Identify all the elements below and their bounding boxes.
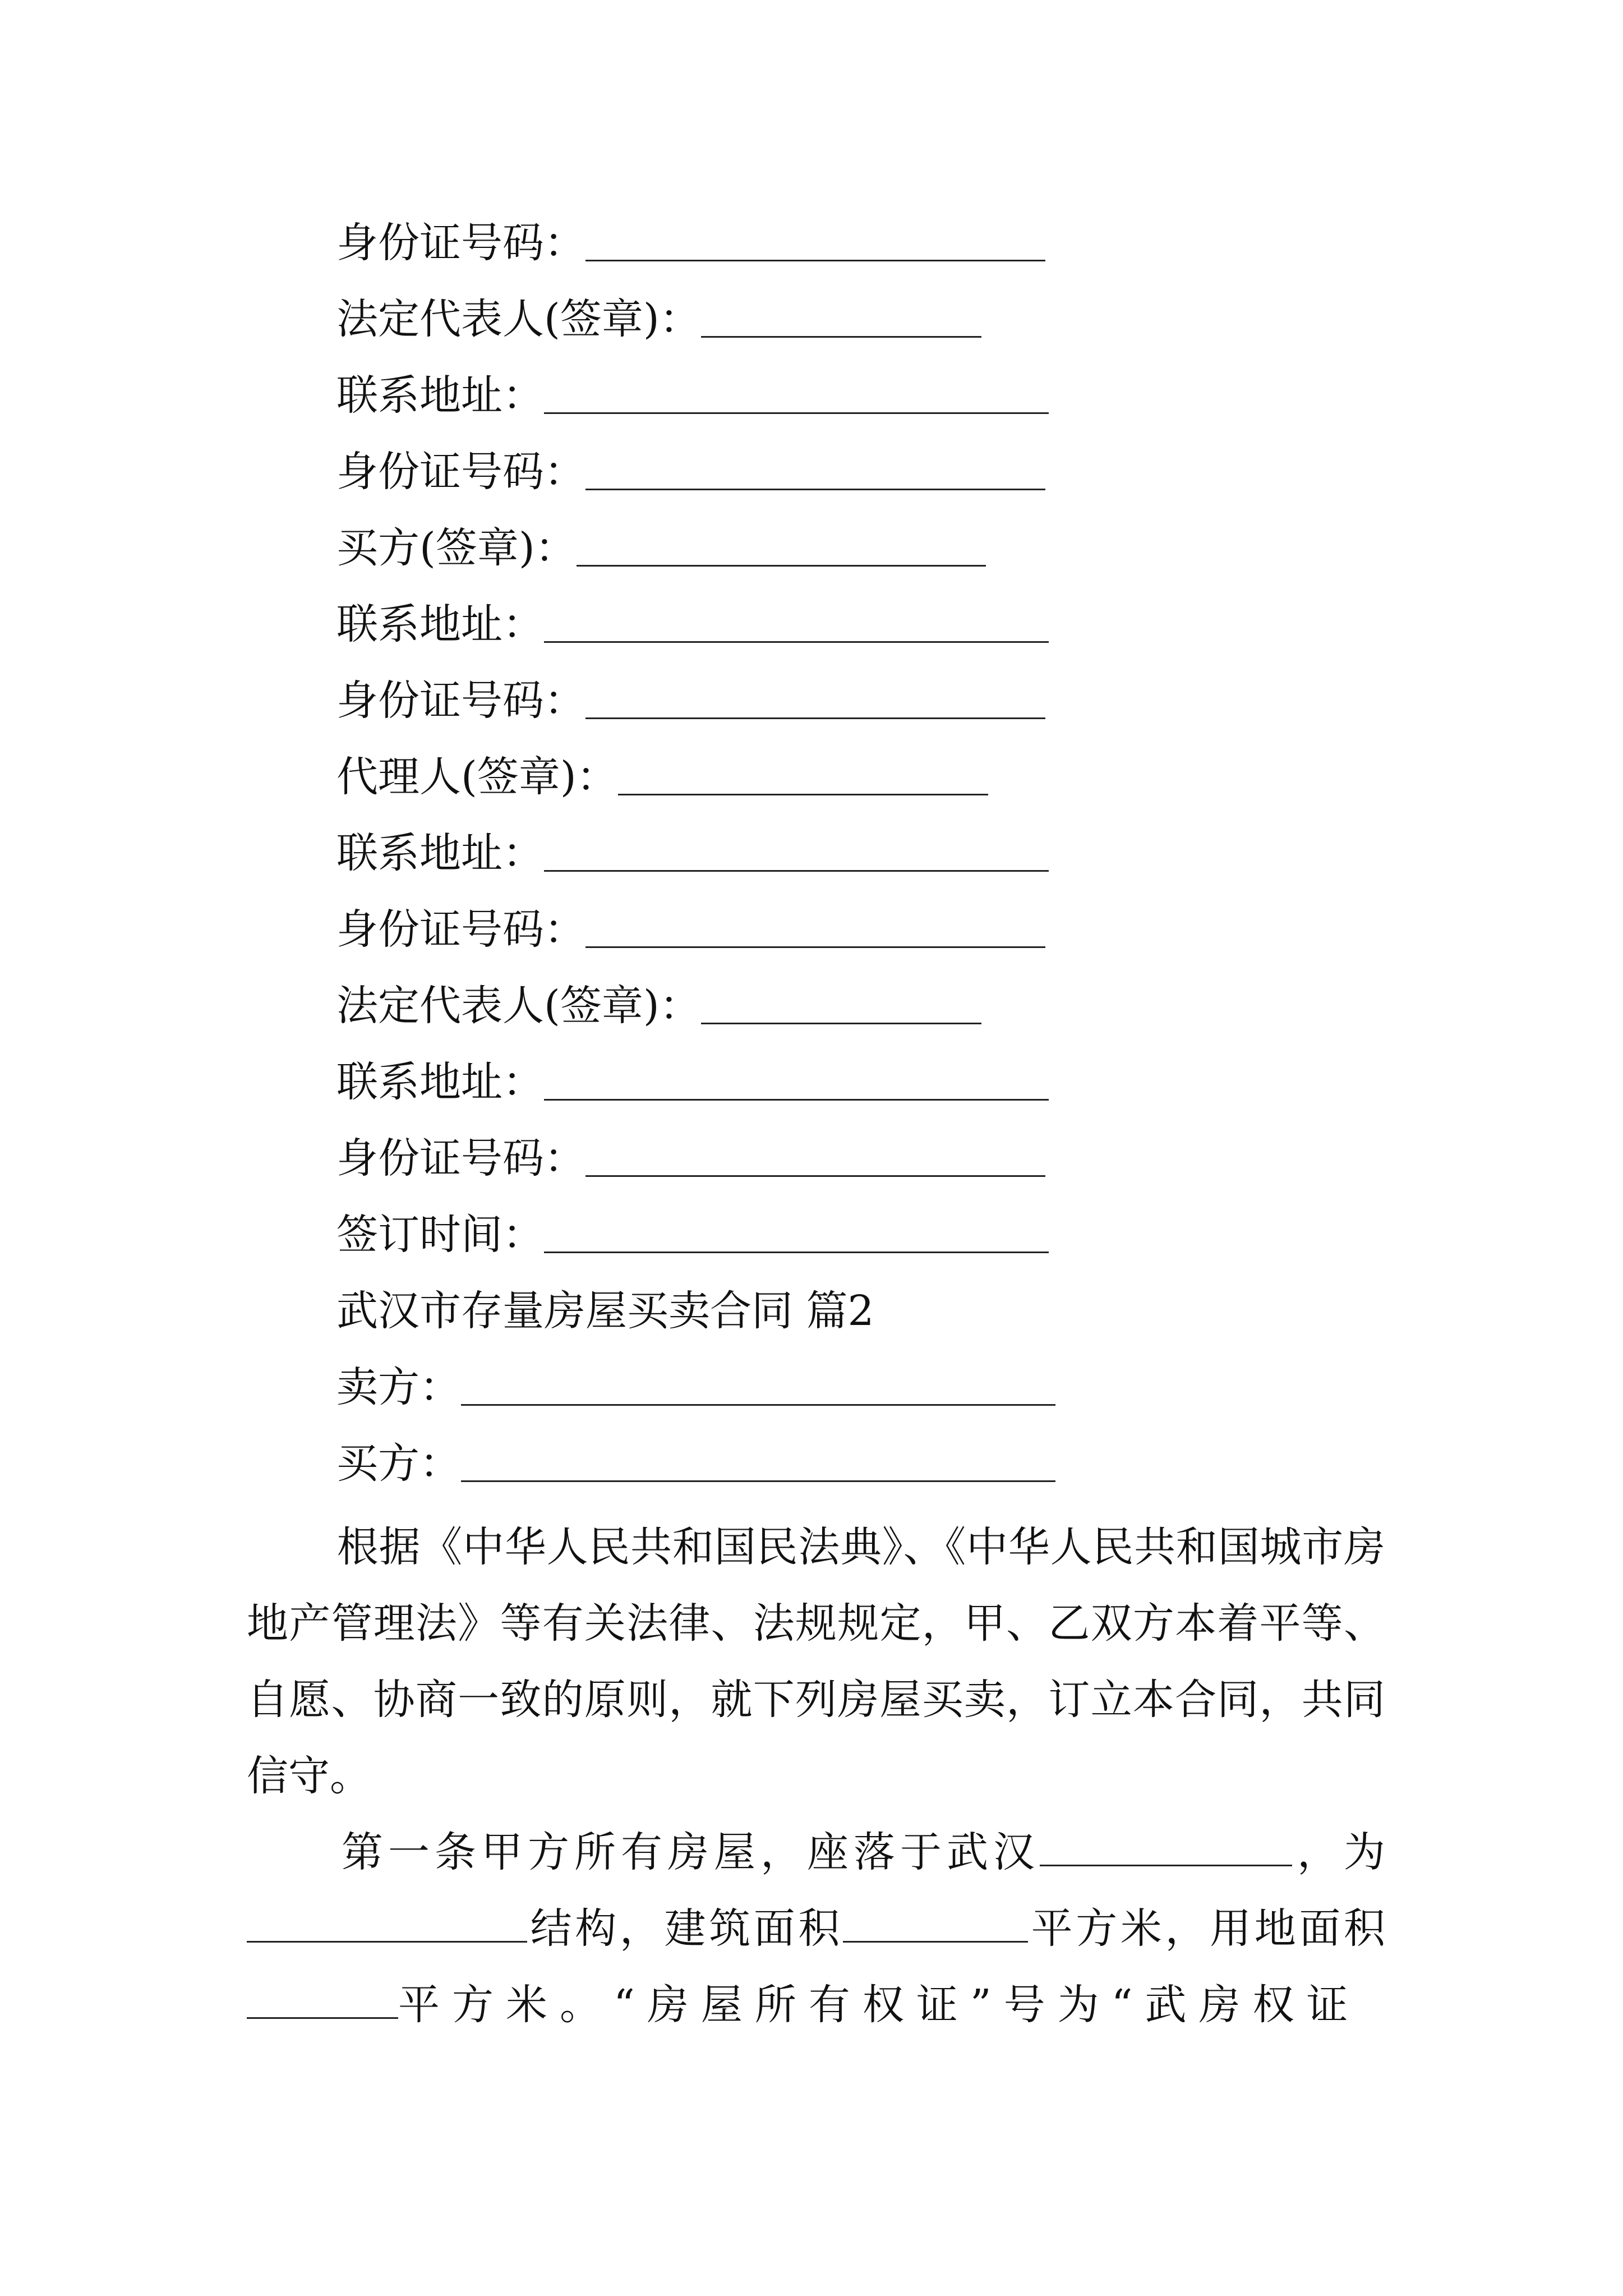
signing-date-field: [336, 1182, 1049, 1259]
fill-blank: [585, 259, 1045, 261]
article-text: 平方米。“房屋所有权证”号为“武房权证: [398, 1981, 1361, 2029]
legal-representative-field: [336, 267, 981, 343]
fill-blank: [585, 1175, 1045, 1177]
fill-blank: [577, 564, 986, 567]
field-label: 联系地址：: [336, 371, 544, 420]
field-label: 法定代表人(签章)：: [336, 982, 701, 1030]
field-label: 身份证号码：: [336, 448, 585, 496]
field-label: 法定代表人(签章)：: [336, 295, 701, 343]
id-number-field: [336, 1106, 1045, 1182]
fill-blank: [585, 488, 1045, 490]
location-blank: [1040, 1837, 1292, 1866]
field-label: 买方(签章)：: [336, 524, 577, 572]
article-text: 第一条甲方所有房屋，座落于武汉: [336, 1828, 1040, 1876]
id-number-field: [336, 420, 1045, 496]
land-area-blank: [247, 1989, 398, 2019]
agent-signature-field: [336, 725, 988, 801]
article-1-paragraph: [247, 1814, 1385, 2043]
field-label: 买方：: [336, 1439, 461, 1488]
article-text: 结构，建筑面积: [527, 1904, 843, 1953]
id-number-field: [336, 648, 1045, 725]
buyer-signature-field: [336, 496, 986, 572]
fill-blank: [544, 641, 1049, 643]
seller-field: [336, 1335, 1055, 1411]
structure-blank: [247, 1913, 527, 1943]
fill-blank: [544, 1251, 1049, 1253]
legal-representative-field: [336, 954, 981, 1030]
field-label: 卖方：: [336, 1363, 461, 1411]
buyer-field: [336, 1411, 1055, 1488]
address-field: [336, 1030, 1049, 1106]
address-field: [336, 572, 1049, 648]
building-area-blank: [843, 1913, 1028, 1943]
fill-blank: [461, 1404, 1055, 1406]
field-label: 身份证号码：: [336, 677, 585, 725]
fill-blank: [618, 793, 988, 795]
field-label: 签订时间：: [336, 1211, 544, 1259]
address-field: [336, 343, 1049, 420]
id-number-field: [336, 191, 1045, 267]
field-label: 身份证号码：: [336, 219, 585, 267]
preamble-text: 根据《中华人民共和国民法典》、《中华人民共和国城市房地产管理法》等有关法律、法规规定，甲、乙双方本着平等、自愿、协商一致的原则，就下列房屋买卖，订立本合同，共同信守。: [247, 1523, 1385, 1800]
section-heading: 武汉市存量房屋买卖合同 篇2: [336, 1287, 874, 1335]
id-number-field: [336, 877, 1045, 954]
fill-blank: [544, 412, 1049, 414]
field-label: 联系地址：: [336, 1058, 544, 1106]
address-field: [336, 801, 1049, 877]
preamble-paragraph: [247, 1509, 1385, 1814]
fill-blank: [461, 1480, 1055, 1482]
field-label: 联系地址：: [336, 600, 544, 648]
field-label: 身份证号码：: [336, 905, 585, 954]
article-text: 平方米，用地面积: [1028, 1904, 1385, 1953]
fill-blank: [701, 335, 981, 338]
field-label: 联系地址：: [336, 829, 544, 877]
field-label: 身份证号码：: [336, 1134, 585, 1182]
fill-blank: [544, 1098, 1049, 1101]
fill-blank: [585, 946, 1045, 948]
fill-blank: [701, 1022, 981, 1024]
fill-blank: [544, 869, 1049, 872]
article-text: ，为: [1292, 1828, 1385, 1876]
fill-blank: [585, 717, 1045, 719]
field-label: 代理人(签章)：: [336, 753, 618, 801]
